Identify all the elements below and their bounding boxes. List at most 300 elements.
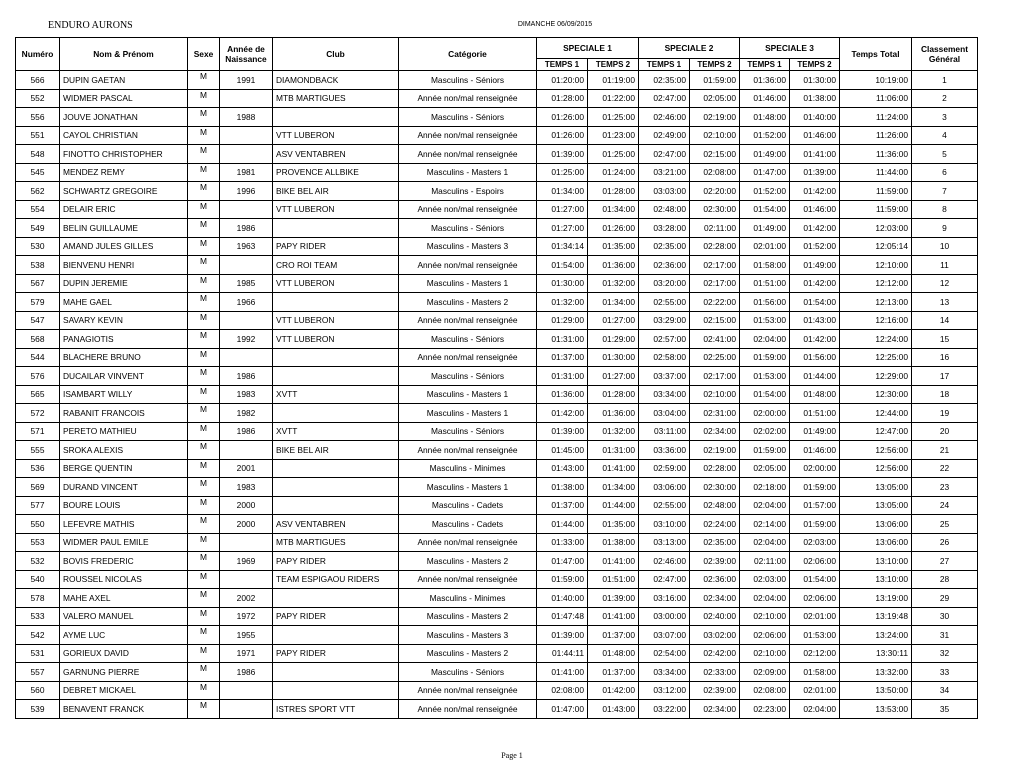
cell-classement: 28	[912, 570, 978, 589]
cell-annee: 2001	[220, 459, 273, 478]
cell-numero: 550	[16, 515, 60, 534]
cell-classement: 7	[912, 182, 978, 201]
cell-s3-temps1: 01:36:00	[740, 71, 790, 90]
cell-s3-temps2: 01:38:00	[790, 89, 840, 108]
cell-s3-temps2: 01:42:00	[790, 274, 840, 293]
cell-annee	[220, 700, 273, 719]
cell-s3-temps1: 02:23:00	[740, 700, 790, 719]
cell-club: PAPY RIDER	[273, 237, 399, 256]
cell-categorie: Masculins - Masters 1	[399, 385, 537, 404]
cell-sexe: M	[188, 108, 220, 127]
cell-s3-temps2: 01:40:00	[790, 108, 840, 127]
cell-s1-temps2: 01:41:00	[588, 459, 639, 478]
table-row	[16, 256, 978, 275]
cell-sexe: M	[188, 681, 220, 700]
cell-s2-temps1: 02:46:00	[639, 552, 690, 571]
col-s1-temps2: TEMPS 2	[588, 59, 639, 71]
cell-classement: 17	[912, 367, 978, 386]
cell-annee: 1972	[220, 607, 273, 626]
cell-s2-temps1: 03:10:00	[639, 515, 690, 534]
cell-categorie: Masculins - Minimes	[399, 459, 537, 478]
cell-temps-total: 11:24:00	[840, 108, 912, 127]
cell-categorie: Masculins - Masters 3	[399, 626, 537, 645]
cell-categorie: Année non/mal renseignée	[399, 348, 537, 367]
cell-club: CRO ROI TEAM	[273, 256, 399, 275]
cell-s2-temps1: 03:07:00	[639, 626, 690, 645]
cell-nom: BELIN GUILLAUME	[60, 219, 188, 238]
cell-sexe: M	[188, 145, 220, 164]
cell-s1-temps2: 01:43:00	[588, 700, 639, 719]
cell-nom: ROUSSEL NICOLAS	[60, 570, 188, 589]
cell-annee: 2000	[220, 515, 273, 534]
cell-annee	[220, 200, 273, 219]
cell-s1-temps1: 01:20:00	[537, 71, 588, 90]
cell-temps-total: 12:13:00	[840, 293, 912, 312]
cell-categorie: Masculins - Masters 2	[399, 552, 537, 571]
table-row	[16, 293, 978, 312]
cell-annee: 1963	[220, 237, 273, 256]
cell-temps-total: 12:56:00	[840, 459, 912, 478]
cell-s1-temps2: 01:36:00	[588, 404, 639, 423]
col-speciale-3: SPECIALE 3	[740, 38, 840, 59]
cell-classement: 6	[912, 163, 978, 182]
event-date: DIMANCHE 06/09/2015	[517, 21, 593, 28]
cell-nom: LEFEVRE MATHIS	[60, 515, 188, 534]
cell-s2-temps1: 02:35:00	[639, 237, 690, 256]
cell-annee: 1955	[220, 626, 273, 645]
cell-classement: 33	[912, 663, 978, 682]
cell-temps-total: 12:16:00	[840, 311, 912, 330]
cell-annee: 1966	[220, 293, 273, 312]
cell-s3-temps2: 01:39:00	[790, 163, 840, 182]
col-s3-temps2: TEMPS 2	[790, 59, 840, 71]
cell-s3-temps2: 01:46:00	[790, 200, 840, 219]
cell-s1-temps2: 01:48:00	[588, 644, 639, 663]
cell-s3-temps1: 01:54:00	[740, 385, 790, 404]
cell-numero: 547	[16, 311, 60, 330]
cell-s1-temps1: 01:29:00	[537, 311, 588, 330]
table-row	[16, 422, 978, 441]
cell-s3-temps1: 01:52:00	[740, 126, 790, 145]
cell-s2-temps2: 02:10:00	[690, 385, 740, 404]
cell-temps-total: 13:32:00	[840, 663, 912, 682]
cell-s3-temps2: 02:12:00	[790, 644, 840, 663]
cell-temps-total: 13:24:00	[840, 626, 912, 645]
cell-categorie: Année non/mal renseignée	[399, 441, 537, 460]
cell-nom: CAYOL CHRISTIAN	[60, 126, 188, 145]
cell-classement: 11	[912, 256, 978, 275]
cell-categorie: Masculins - Masters 1	[399, 274, 537, 293]
cell-club: PROVENCE ALLBIKE	[273, 163, 399, 182]
cell-sexe: M	[188, 293, 220, 312]
cell-s3-temps1: 01:53:00	[740, 367, 790, 386]
table-row	[16, 515, 978, 534]
cell-nom: BERGE QUENTIN	[60, 459, 188, 478]
cell-s2-temps1: 02:55:00	[639, 496, 690, 515]
cell-s3-temps1: 02:04:00	[740, 589, 790, 608]
cell-s1-temps1: 01:37:00	[537, 348, 588, 367]
cell-s1-temps1: 01:33:00	[537, 533, 588, 552]
cell-s2-temps2: 02:42:00	[690, 644, 740, 663]
cell-s2-temps1: 03:11:00	[639, 422, 690, 441]
cell-temps-total: 11:59:00	[840, 200, 912, 219]
cell-s3-temps1: 01:53:00	[740, 311, 790, 330]
cell-s3-temps1: 02:04:00	[740, 496, 790, 515]
table-row	[16, 552, 978, 571]
cell-s1-temps2: 01:37:00	[588, 626, 639, 645]
cell-s3-temps2: 01:51:00	[790, 404, 840, 423]
cell-s1-temps1: 01:42:00	[537, 404, 588, 423]
cell-categorie: Masculins - Séniors	[399, 219, 537, 238]
cell-temps-total: 12:03:00	[840, 219, 912, 238]
cell-annee: 1991	[220, 71, 273, 90]
cell-annee	[220, 126, 273, 145]
table-row	[16, 89, 978, 108]
cell-club: ISTRES SPORT VTT	[273, 700, 399, 719]
cell-s3-temps2: 01:41:00	[790, 145, 840, 164]
cell-s2-temps2: 02:17:00	[690, 367, 740, 386]
cell-s1-temps2: 01:51:00	[588, 570, 639, 589]
cell-nom: BENAVENT FRANCK	[60, 700, 188, 719]
cell-sexe: M	[188, 126, 220, 145]
cell-s2-temps1: 02:36:00	[639, 256, 690, 275]
cell-s3-temps2: 01:42:00	[790, 330, 840, 349]
table-row	[16, 367, 978, 386]
cell-nom: BLACHERE BRUNO	[60, 348, 188, 367]
cell-s2-temps2: 02:36:00	[690, 570, 740, 589]
cell-sexe: M	[188, 274, 220, 293]
cell-classement: 24	[912, 496, 978, 515]
cell-s2-temps2: 02:48:00	[690, 496, 740, 515]
cell-s3-temps1: 01:48:00	[740, 108, 790, 127]
cell-s2-temps1: 02:58:00	[639, 348, 690, 367]
cell-s1-temps2: 01:32:00	[588, 422, 639, 441]
cell-temps-total: 13:19:00	[840, 589, 912, 608]
cell-s2-temps1: 02:46:00	[639, 108, 690, 127]
cell-categorie: Masculins - Séniors	[399, 367, 537, 386]
cell-temps-total: 13:05:00	[840, 478, 912, 497]
cell-classement: 1	[912, 71, 978, 90]
cell-numero: 560	[16, 681, 60, 700]
cell-club: MTB MARTIGUES	[273, 89, 399, 108]
cell-classement: 26	[912, 533, 978, 552]
cell-sexe: M	[188, 533, 220, 552]
cell-s2-temps2: 02:17:00	[690, 274, 740, 293]
cell-s2-temps1: 03:03:00	[639, 182, 690, 201]
cell-s2-temps2: 02:28:00	[690, 459, 740, 478]
cell-numero: 576	[16, 367, 60, 386]
cell-numero: 552	[16, 89, 60, 108]
cell-club: XVTT	[273, 385, 399, 404]
cell-s2-temps2: 02:05:00	[690, 89, 740, 108]
cell-s2-temps2: 02:25:00	[690, 348, 740, 367]
cell-s1-temps2: 01:24:00	[588, 163, 639, 182]
cell-annee	[220, 311, 273, 330]
cell-nom: BIENVENU HENRI	[60, 256, 188, 275]
cell-sexe: M	[188, 515, 220, 534]
col-s1-temps1: TEMPS 1	[537, 59, 588, 71]
cell-s1-temps2: 01:34:00	[588, 478, 639, 497]
cell-s2-temps2: 02:10:00	[690, 126, 740, 145]
cell-temps-total: 11:59:00	[840, 182, 912, 201]
table-row	[16, 237, 978, 256]
cell-s3-temps1: 02:01:00	[740, 237, 790, 256]
cell-temps-total: 13:05:00	[840, 496, 912, 515]
cell-classement: 25	[912, 515, 978, 534]
cell-club: VTT LUBERON	[273, 200, 399, 219]
cell-s3-temps2: 01:59:00	[790, 515, 840, 534]
cell-classement: 27	[912, 552, 978, 571]
table-row	[16, 681, 978, 700]
cell-categorie: Année non/mal renseignée	[399, 145, 537, 164]
cell-club	[273, 589, 399, 608]
cell-numero: 566	[16, 71, 60, 90]
cell-sexe: M	[188, 663, 220, 682]
cell-numero: 530	[16, 237, 60, 256]
cell-s3-temps1: 01:54:00	[740, 200, 790, 219]
cell-club	[273, 404, 399, 423]
cell-nom: AYME LUC	[60, 626, 188, 645]
cell-s1-temps1: 01:26:00	[537, 126, 588, 145]
cell-sexe: M	[188, 330, 220, 349]
cell-club: TEAM ESPIGAOU RIDERS	[273, 570, 399, 589]
cell-sexe: M	[188, 311, 220, 330]
cell-nom: DURAND VINCENT	[60, 478, 188, 497]
table-row	[16, 126, 978, 145]
cell-s2-temps2: 02:35:00	[690, 533, 740, 552]
results-body	[16, 71, 978, 719]
cell-s2-temps2: 02:30:00	[690, 478, 740, 497]
cell-s2-temps1: 02:49:00	[639, 126, 690, 145]
cell-club	[273, 496, 399, 515]
cell-s3-temps2: 01:42:00	[790, 182, 840, 201]
cell-s2-temps1: 03:04:00	[639, 404, 690, 423]
cell-numero: 553	[16, 533, 60, 552]
col-classement: Classement Général	[912, 38, 978, 71]
cell-classement: 31	[912, 626, 978, 645]
cell-s3-temps2: 02:01:00	[790, 607, 840, 626]
cell-s1-temps2: 01:29:00	[588, 330, 639, 349]
cell-temps-total: 11:44:00	[840, 163, 912, 182]
cell-club: PAPY RIDER	[273, 644, 399, 663]
cell-classement: 15	[912, 330, 978, 349]
cell-s3-temps1: 02:03:00	[740, 570, 790, 589]
cell-classement: 21	[912, 441, 978, 460]
cell-categorie: Année non/mal renseignée	[399, 570, 537, 589]
cell-s1-temps2: 01:39:00	[588, 589, 639, 608]
cell-s3-temps2: 02:06:00	[790, 552, 840, 571]
cell-s1-temps2: 01:22:00	[588, 89, 639, 108]
cell-classement: 22	[912, 459, 978, 478]
cell-sexe: M	[188, 459, 220, 478]
cell-club: VTT LUBERON	[273, 330, 399, 349]
cell-numero: 556	[16, 108, 60, 127]
cell-sexe: M	[188, 89, 220, 108]
col-annee: Année de Naissance	[220, 38, 273, 71]
cell-s2-temps2: 02:17:00	[690, 256, 740, 275]
col-s3-temps1: TEMPS 1	[740, 59, 790, 71]
cell-s2-temps2: 02:15:00	[690, 311, 740, 330]
cell-s3-temps1: 01:59:00	[740, 441, 790, 460]
cell-nom: AMAND JULES GILLES	[60, 237, 188, 256]
cell-sexe: M	[188, 478, 220, 497]
cell-classement: 35	[912, 700, 978, 719]
cell-s1-temps1: 01:25:00	[537, 163, 588, 182]
cell-classement: 3	[912, 108, 978, 127]
cell-s1-temps2: 01:41:00	[588, 552, 639, 571]
cell-s1-temps1: 01:32:00	[537, 293, 588, 312]
cell-temps-total: 12:30:00	[840, 385, 912, 404]
cell-nom: MAHE GAEL	[60, 293, 188, 312]
cell-nom: DUPIN JEREMIE	[60, 274, 188, 293]
cell-numero: 557	[16, 663, 60, 682]
cell-sexe: M	[188, 626, 220, 645]
cell-nom: DELAIR ERIC	[60, 200, 188, 219]
cell-categorie: Année non/mal renseignée	[399, 200, 537, 219]
cell-s2-temps1: 03:20:00	[639, 274, 690, 293]
cell-temps-total: 13:19:48	[840, 607, 912, 626]
cell-nom: PERETO MATHIEU	[60, 422, 188, 441]
cell-s2-temps1: 03:28:00	[639, 219, 690, 238]
table-row	[16, 663, 978, 682]
cell-s1-temps2: 01:41:00	[588, 607, 639, 626]
cell-annee	[220, 533, 273, 552]
cell-temps-total: 12:10:00	[840, 256, 912, 275]
cell-s1-temps2: 01:34:00	[588, 293, 639, 312]
cell-s2-temps1: 03:00:00	[639, 607, 690, 626]
table-row	[16, 478, 978, 497]
cell-numero: 545	[16, 163, 60, 182]
table-row	[16, 200, 978, 219]
cell-s3-temps2: 02:04:00	[790, 700, 840, 719]
cell-categorie: Masculins - Masters 2	[399, 644, 537, 663]
cell-classement: 19	[912, 404, 978, 423]
cell-s2-temps1: 02:47:00	[639, 570, 690, 589]
cell-club: VTT LUBERON	[273, 126, 399, 145]
cell-annee	[220, 570, 273, 589]
cell-sexe: M	[188, 700, 220, 719]
col-temps-total: Temps Total	[840, 38, 912, 71]
cell-nom: FINOTTO CHRISTOPHER	[60, 145, 188, 164]
cell-annee: 1992	[220, 330, 273, 349]
cell-sexe: M	[188, 200, 220, 219]
cell-club: BIKE BEL AIR	[273, 182, 399, 201]
cell-temps-total: 11:26:00	[840, 126, 912, 145]
cell-classement: 23	[912, 478, 978, 497]
table-row	[16, 644, 978, 663]
cell-classement: 34	[912, 681, 978, 700]
cell-classement: 5	[912, 145, 978, 164]
cell-categorie: Masculins - Séniors	[399, 330, 537, 349]
cell-s2-temps1: 03:37:00	[639, 367, 690, 386]
cell-categorie: Masculins - Séniors	[399, 422, 537, 441]
cell-categorie: Année non/mal renseignée	[399, 256, 537, 275]
cell-s1-temps2: 01:28:00	[588, 385, 639, 404]
cell-sexe: M	[188, 589, 220, 608]
table-row	[16, 108, 978, 127]
cell-s2-temps2: 02:08:00	[690, 163, 740, 182]
cell-s3-temps2: 01:44:00	[790, 367, 840, 386]
cell-s1-temps1: 01:47:00	[537, 700, 588, 719]
cell-temps-total: 11:36:00	[840, 145, 912, 164]
cell-numero: 540	[16, 570, 60, 589]
cell-s1-temps2: 01:27:00	[588, 311, 639, 330]
cell-temps-total: 12:12:00	[840, 274, 912, 293]
cell-s3-temps2: 01:54:00	[790, 293, 840, 312]
table-row	[16, 311, 978, 330]
table-row	[16, 145, 978, 164]
cell-annee	[220, 145, 273, 164]
cell-s1-temps2: 01:32:00	[588, 274, 639, 293]
cell-temps-total: 12:25:00	[840, 348, 912, 367]
cell-numero: 555	[16, 441, 60, 460]
cell-temps-total: 12:29:00	[840, 367, 912, 386]
cell-s1-temps1: 01:27:00	[537, 219, 588, 238]
col-s2-temps1: TEMPS 1	[639, 59, 690, 71]
cell-classement: 16	[912, 348, 978, 367]
cell-s1-temps1: 01:28:00	[537, 89, 588, 108]
cell-nom: SROKA ALEXIS	[60, 441, 188, 460]
cell-s1-temps1: 01:39:00	[537, 626, 588, 645]
cell-s1-temps1: 01:43:00	[537, 459, 588, 478]
cell-s2-temps2: 02:20:00	[690, 182, 740, 201]
cell-s1-temps1: 01:39:00	[537, 145, 588, 164]
cell-s3-temps1: 02:06:00	[740, 626, 790, 645]
cell-categorie: Année non/mal renseignée	[399, 311, 537, 330]
results-table	[15, 37, 978, 719]
table-row	[16, 626, 978, 645]
cell-temps-total: 12:56:00	[840, 441, 912, 460]
cell-s3-temps2: 01:48:00	[790, 385, 840, 404]
cell-s3-temps1: 02:10:00	[740, 644, 790, 663]
cell-annee: 1986	[220, 663, 273, 682]
cell-temps-total: 13:06:00	[840, 515, 912, 534]
cell-s2-temps1: 03:21:00	[639, 163, 690, 182]
cell-classement: 9	[912, 219, 978, 238]
cell-s3-temps1: 01:59:00	[740, 348, 790, 367]
cell-annee	[220, 348, 273, 367]
cell-nom: PANAGIOTIS	[60, 330, 188, 349]
cell-s2-temps1: 02:47:00	[639, 89, 690, 108]
cell-s2-temps2: 02:15:00	[690, 145, 740, 164]
cell-s3-temps2: 01:46:00	[790, 441, 840, 460]
cell-nom: BOURE LOUIS	[60, 496, 188, 515]
cell-club	[273, 459, 399, 478]
cell-s1-temps1: 01:47:48	[537, 607, 588, 626]
cell-s1-temps2: 01:38:00	[588, 533, 639, 552]
cell-categorie: Masculins - Cadets	[399, 515, 537, 534]
cell-s3-temps1: 02:02:00	[740, 422, 790, 441]
cell-club: VTT LUBERON	[273, 274, 399, 293]
cell-s2-temps1: 02:47:00	[639, 145, 690, 164]
cell-s3-temps2: 01:58:00	[790, 663, 840, 682]
cell-s1-temps2: 01:30:00	[588, 348, 639, 367]
cell-s3-temps1: 02:08:00	[740, 681, 790, 700]
cell-temps-total: 13:50:00	[840, 681, 912, 700]
cell-categorie: Masculins - Séniors	[399, 108, 537, 127]
cell-s2-temps2: 02:19:00	[690, 441, 740, 460]
cell-categorie: Année non/mal renseignée	[399, 89, 537, 108]
cell-sexe: M	[188, 219, 220, 238]
cell-annee: 1971	[220, 644, 273, 663]
cell-classement: 8	[912, 200, 978, 219]
cell-s2-temps2: 02:39:00	[690, 681, 740, 700]
header-row	[16, 38, 978, 59]
cell-s3-temps2: 01:56:00	[790, 348, 840, 367]
cell-annee: 1996	[220, 182, 273, 201]
cell-numero: 542	[16, 626, 60, 645]
cell-s3-temps1: 02:09:00	[740, 663, 790, 682]
